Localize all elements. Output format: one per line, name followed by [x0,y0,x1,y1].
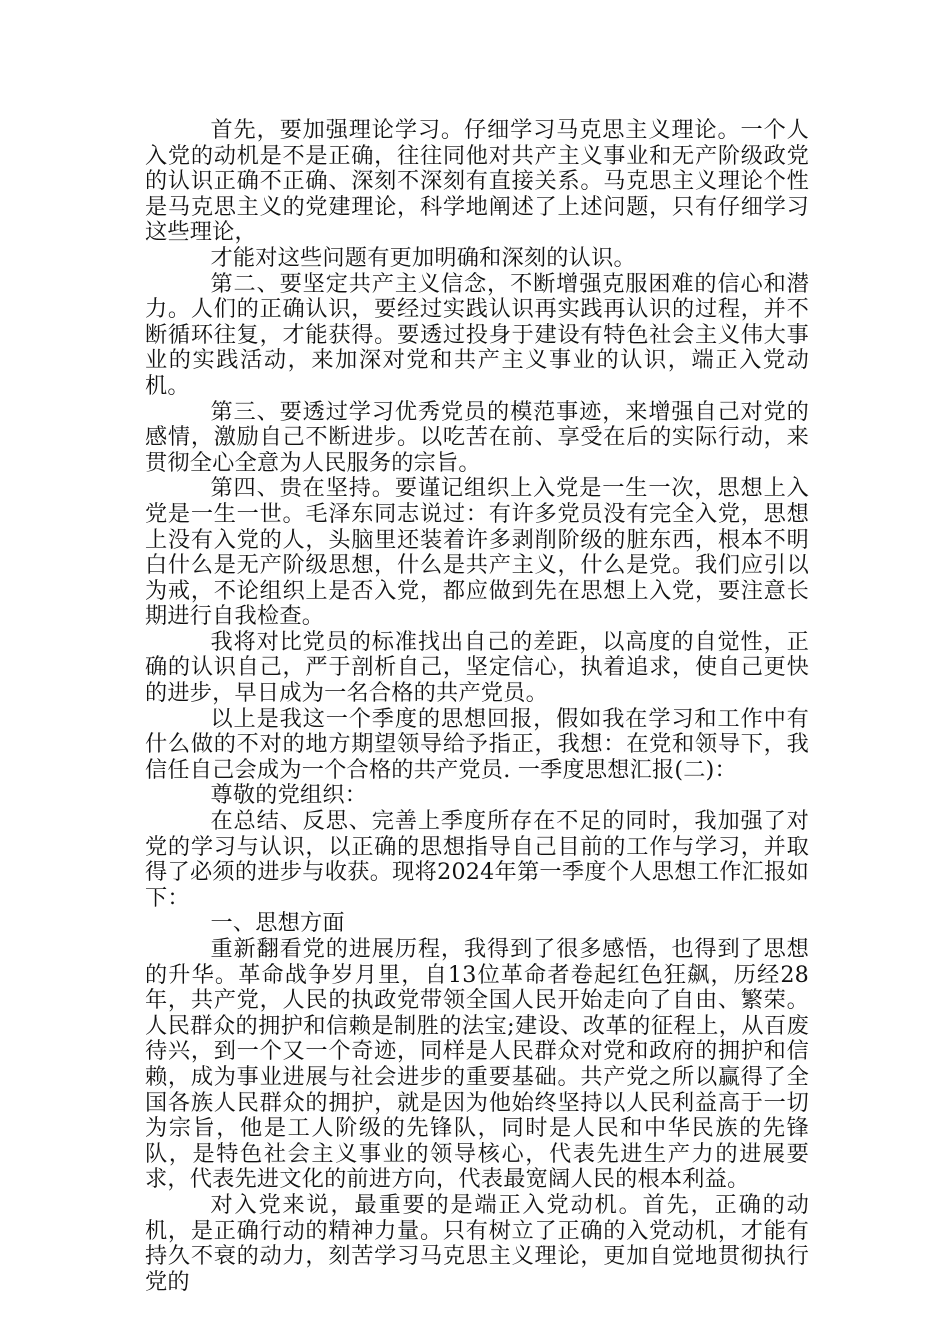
paragraph-second-belief: 第二、要坚定共产主义信念，不断增强克服困难的信心和潜力。人们的正确认识，要经过实践认识再实践再认识的过程，并不断循环往复，才能获得。要透过投身于建设有特色社会主义伟大事业的实践活动，来加深对党和共产主义事业的认识，端正入党动机。 [145,270,809,399]
paragraph-study-theory: 首先，要加强理论学习。仔细学习马克思主义理论。一个人入党的动机是不是正确，往往同他对共产主义事业和无产阶级政党的认识正确不正确、深刻不深刻有直接关系。马克思主义理论个性是马克思主义的党建理论，科学地阐述了上述问题，只有仔细学习这些理论， [145,117,809,246]
paragraph-report-intro: 在总结、反思、完善上季度所存在不足的同时，我加强了对党的学习与认识，以正确的思想指导自己目前的工作与学习，并取得了必须的进步与收获。现将2024年第一季度个人思想工作汇报如下： [145,808,809,911]
paragraph-study-theory-continued: 才能对这些问题有更加明确和深刻的认识。 [210,244,636,271]
document-body [145,118,809,1295]
paragraph-party-history: 重新翻看党的进展历程，我得到了很多感悟，也得到了思想的升华。革命战争岁月里，自13位革命者卷起红色狂飙，历经28年，共产党，人民的执政党带领全国人民开始走向了自由、繁荣。人民群众的拥护和信赖是制胜的法宝;建设、改革的征程上，从百废待兴，到一个又一个奇迹，同样是人民群众对党和政府的拥护和信赖，成为事业进展与社会进步的重要基础。共产党之所以赢得了全国各族人民群众的拥护，就是因为他始终坚持以人民利益高于一切为宗旨，他是工人阶级的先锋队，同时是人民和中华民族的先锋队，是特色社会主义事业的领导核心，代表先进生产力的进展要求，代表先进文化的前进方向，代表最宽阔人民的根本利益。 [145,936,809,1193]
paragraph-third-role-models: 第三、要透过学习优秀党员的模范事迹，来增强自己对党的感情，激励自己不断进步。以吃苦在前、享受在后的实际行动，来贯彻全心全意为人民服务的宗旨。 [145,398,809,476]
paragraph-salutation: 尊敬的党组织： [210,782,368,809]
paragraph-quarter-summary: 以上是我这一个季度的思想回报，假如我在学习和工作中有什么做的不对的地方期望领导给予指正，我想：在党和领导下，我信任自己会成为一个合格的共产党员. 一季度思想汇报(二)： [145,705,809,783]
paragraph-motivation: 对入党来说，最重要的是端正入党动机。首先，正确的动机，是正确行动的精神力量。只有树立了正确的入党动机，才能有持久不衰的动力，刻苦学习马克思主义理论，更加自觉地贯彻执行党的 [145,1191,809,1295]
paragraph-fourth-persistence: 第四、贵在坚持。要谨记组织上入党是一生一次，思想上入党是一生一世。毛泽东同志说过：有许多党员没有完全入党，思想上没有入党的人，头脑里还装着许多剥削阶级的脏东西，根本不明白什么是无产阶级思想，什么是共产主义，什么是党。我们应引以为戒，不论组织上是否入党，都应做到先在思想上入党，要注意长期进行自我检查。 [145,475,809,630]
paragraph-self-comparison: 我将对比党员的标准找出自己的差距，以高度的自觉性，正确的认识自己，严于剖析自己，坚定信心，执着追求，使自己更快的进步，早日成为一名合格的共产党员。 [145,628,809,707]
section-heading-thought: 一、思想方面 [210,910,345,937]
